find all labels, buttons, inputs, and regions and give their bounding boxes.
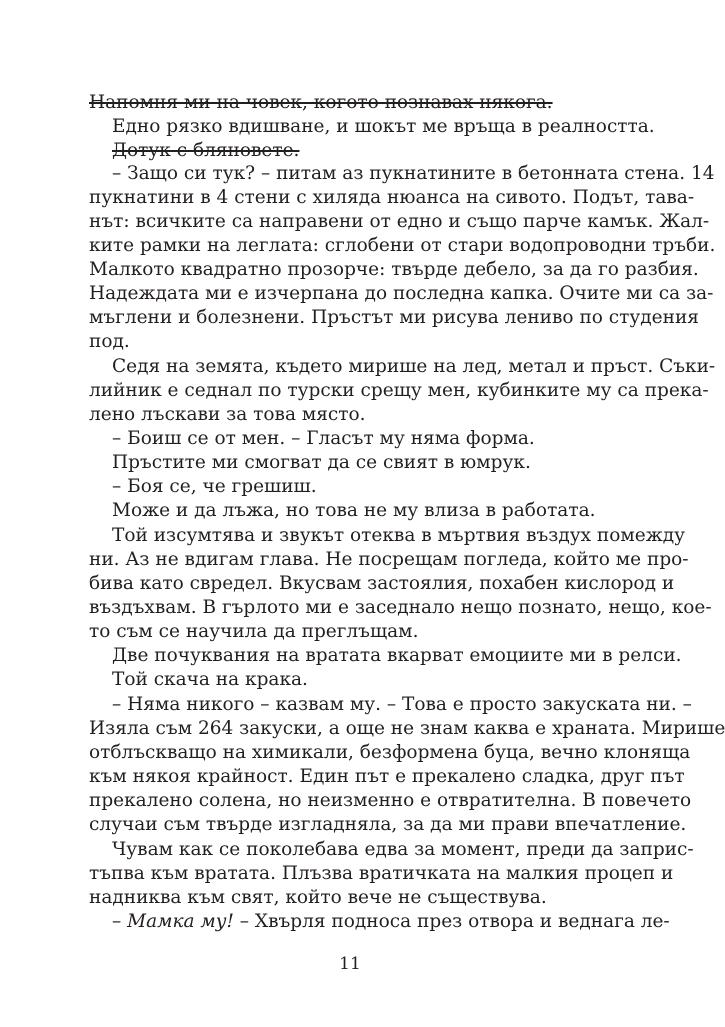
text-line: Той изсумтява и звукът отеква в мъртвия въздух помежду (112, 525, 686, 546)
text-line: лийник е седнал по турски срещу мен, кубинките му са прека- (89, 380, 709, 401)
page-number: 11 (339, 954, 361, 974)
text-line: прекалено солена, но неизменно е отвратителна. В повечето (89, 790, 692, 811)
struck-through-line: Дотук с бляновете. (112, 140, 300, 161)
text-line: пукнатини в 4 стени с хиляда нюанса на сивото. Подът, тава- (89, 187, 695, 208)
text-line: Две почуквания на вратата вкарват емоциите ми в релси. (112, 645, 682, 666)
text-line: Надеждата ми е изчерпана до последна капка. Очите ми са за- (89, 283, 714, 304)
text-line: отблъскващо на химикали, безформена буца, вечно клоняща (89, 742, 691, 763)
text-line: Чувам как се поколебава едва за момент, преди да заприс- (112, 839, 694, 860)
struck-through-line: Напомня ми на човек, когото познавах някога. (89, 92, 553, 113)
italic-exclamation: Мамка му! (127, 911, 234, 932)
text-line: – Боя се, че грешиш. (112, 476, 317, 497)
text-line: – Боиш се от мен. – Гласът му няма форма. (112, 428, 535, 449)
text-line: нът: всичките са направени от едно и също парче камък. Жал- (89, 211, 710, 232)
text-line: ни. Аз не вдигам глава. Не посрещам погледа, който ме про- (89, 549, 689, 570)
text-line: Едно рязко вдишване, и шокът ме връща в реалността. (112, 116, 655, 137)
text-line-continuation: – Хвърля подноса през отвора и веднага ле- (233, 911, 670, 932)
text-line: Той скача на крака. (112, 669, 308, 690)
text-line: Малкото квадратно прозорче: твърде дебело, за да го разбия. (89, 259, 699, 280)
text-line: към някоя крайност. Един път е прекалено сладка, друг път (89, 766, 685, 787)
text-line: бива като свредел. Вкусвам застоялия, похабен кислород и (89, 573, 675, 594)
text-line: случаи съм твърде изгладняла, за да ми прави впечатление. (89, 814, 687, 835)
text-line: въздъхвам. В гърлото ми е заседнало нещо познато, нещо, кое- (89, 597, 712, 618)
text-line: – Защо си тук? – питам аз пукнатините в бетонната стена. 14 (112, 163, 715, 184)
text-line: тъпва към вратата. Плъзва вратичката на малкия процеп и (89, 863, 674, 884)
text-line: под. (89, 331, 130, 352)
text-line: Изяла съм 264 закуски, а още не знам каква е храната. Мирише (89, 718, 725, 739)
text-line: то съм се научила да преглъщам. (89, 621, 419, 642)
text-line: Седя на земята, където мирише на лед, метал и пръст. Съки- (112, 356, 716, 377)
text-line: Може и да лъжа, но това не му влиза в работата. (112, 500, 596, 521)
text-line: лено лъскави за това място. (89, 404, 366, 425)
text-line: – Няма никого – казвам му. – Това е просто закуската ни. – (112, 694, 692, 715)
text-line: – Мамка му! – Хвърля подноса през отвора и веднага ле- (112, 911, 670, 932)
text-line: ките рамки на леглата: сглобени от стари водопроводни тръби. (89, 235, 716, 256)
text-line: мъглени и болезнени. Пръстът ми рисува лениво по студения (89, 307, 699, 328)
text-line: Пръстите ми смогват да се свият в юмрук. (112, 452, 531, 473)
text-line: надниква към свят, който вече не съществува. (89, 887, 547, 908)
